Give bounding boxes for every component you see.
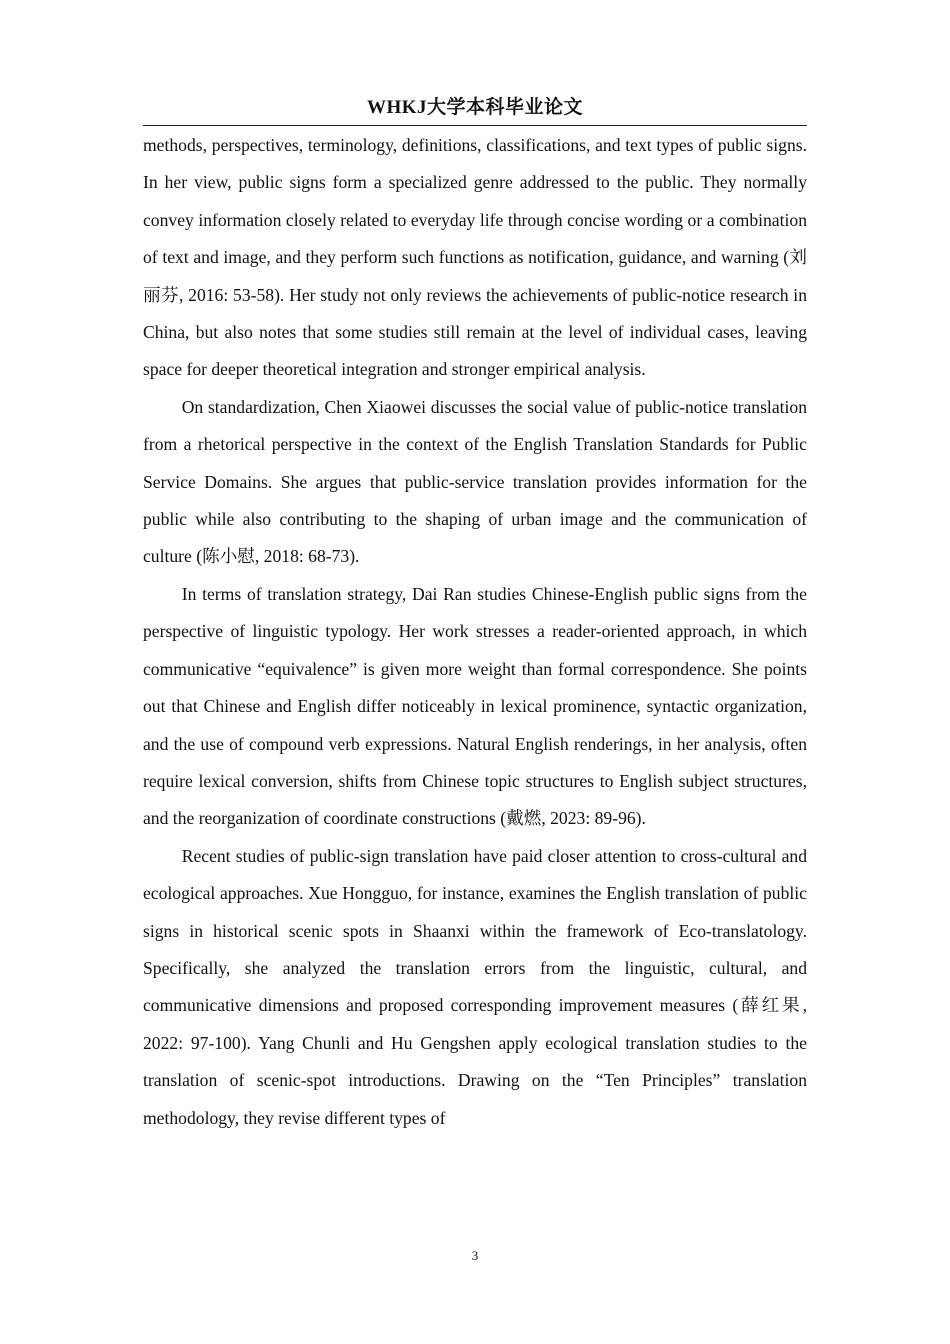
paragraph: Recent studies of public-sign translation have paid closer attention to cross-cultural and ecological approaches. Xue Hongguo, for instance, examines the English translation of public signs in historical scenic spots in Shaanxi within the framework of Eco-translatology. Specifically, she analyzed the translation errors from the linguistic, cultural, and communicative dimensions and proposed corresponding improvement measures (薛红果, 2022: 97-100). Yang Chunli and Hu Gengshen apply ecological translation studies to the translation of scenic-spot introductions. Drawing on the “Ten Principles” translation methodology, they revise different types of [143,845,807,1128]
body-text [143,127,807,1137]
paragraph: In terms of translation strategy, Dai Ran studies Chinese-English public signs from the perspective of linguistic typology. Her work stresses a reader-oriented approach, in which communicative “equivalence” is given more weight than formal correspondence. She points out that Chinese and English differ noticeably in lexical prominence, syntactic organization, and the use of compound verb expressions. Natural English renderings, in her analysis, often require lexical conversion, shifts from Chinese topic structures to English subject structures, and the reorganization of coordinate constructions (戴燃, 2023: 89-96). [143,583,807,829]
paragraph: On standardization, Chen Xiaowei discusses the social value of public-notice translation from a rhetorical perspective in the context of the English Translation Standards for Public Service Domains. She argues that public-service translation provides information for the public while also contributing to the shaping of urban image and the communication of culture (陈小慰, 2018: 68-73). [143,396,807,567]
paragraph-continued: methods, perspectives, terminology, definitions, classifications, and text types of public signs. In her view, public signs form a specialized genre addressed to the public. They normally convey information closely related to everyday life through concise wording or a combination of text and image, and they perform such functions as notification, guidance, and warning (刘丽芬, 2016: 53-58). Her study not only reviews the achievements of public-notice research in China, but also notes that some studies still remain at the level of individual cases, leaving space for deeper theoretical integration and stronger empirical analysis. [143,135,807,380]
header-rule [143,125,807,126]
running-header: WHKJ大学本科毕业论文 [366,97,584,118]
page-number: 3 [471,1248,479,1263]
